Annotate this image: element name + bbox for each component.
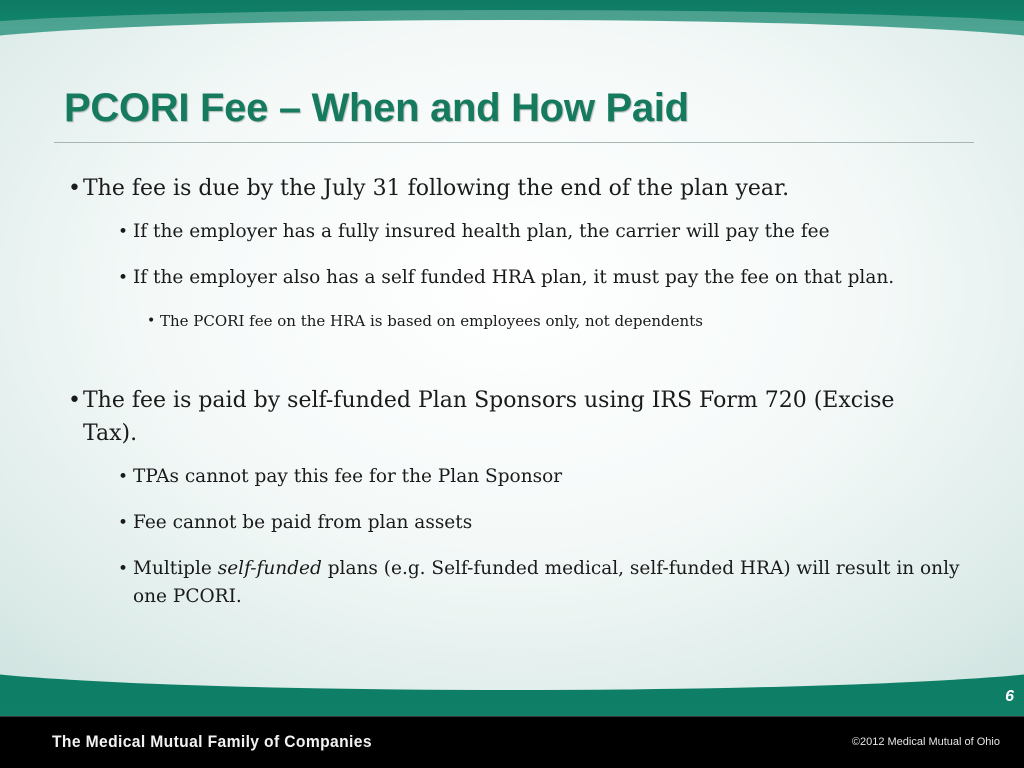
bullet-form-720: • The fee is paid by self-funded Plan Sponsors using IRS Form 720 (Excise Tax). (83, 384, 953, 450)
slide-title: PCORI Fee – When and How Paid (64, 86, 689, 130)
title-divider (54, 142, 974, 143)
bullet-fully-insured: • If the employer has a fully insured health plan, the carrier will pay the fee (133, 218, 963, 246)
bullet-list (58, 172, 968, 611)
bullet-multiple-plans (133, 555, 963, 611)
footer-brand: The Medical Mutual Family of Companies (52, 732, 372, 751)
bullet-multiple-plans-post: plans (e.g. Self-funded medical, self-funded HRA) will result in only one PCORI. (133, 558, 960, 607)
footer-copyright: ©2012 Medical Mutual of Ohio (851, 736, 1000, 748)
footer-bar (0, 716, 1024, 768)
bullet-multiple-plans-em: self-funded (217, 558, 322, 579)
bullet-hra-employees-only: • The PCORI fee on the HRA is based on employees only, not dependents (160, 310, 960, 332)
footer-divider (0, 716, 1024, 717)
page-number: 6 (1005, 688, 1014, 705)
bullet-multiple-plans-pre: Multiple (133, 558, 218, 579)
bullet-due-date: • The fee is due by the July 31 following the end of the plan year. (83, 172, 953, 205)
bullet-tpa: • TPAs cannot pay this fee for the Plan Sponsor (133, 463, 963, 491)
bullet-plan-assets: • Fee cannot be paid from plan assets (133, 509, 963, 537)
bullet-self-funded-hra: • If the employer also has a self funded HRA plan, it must pay the fee on that plan. (133, 264, 963, 292)
